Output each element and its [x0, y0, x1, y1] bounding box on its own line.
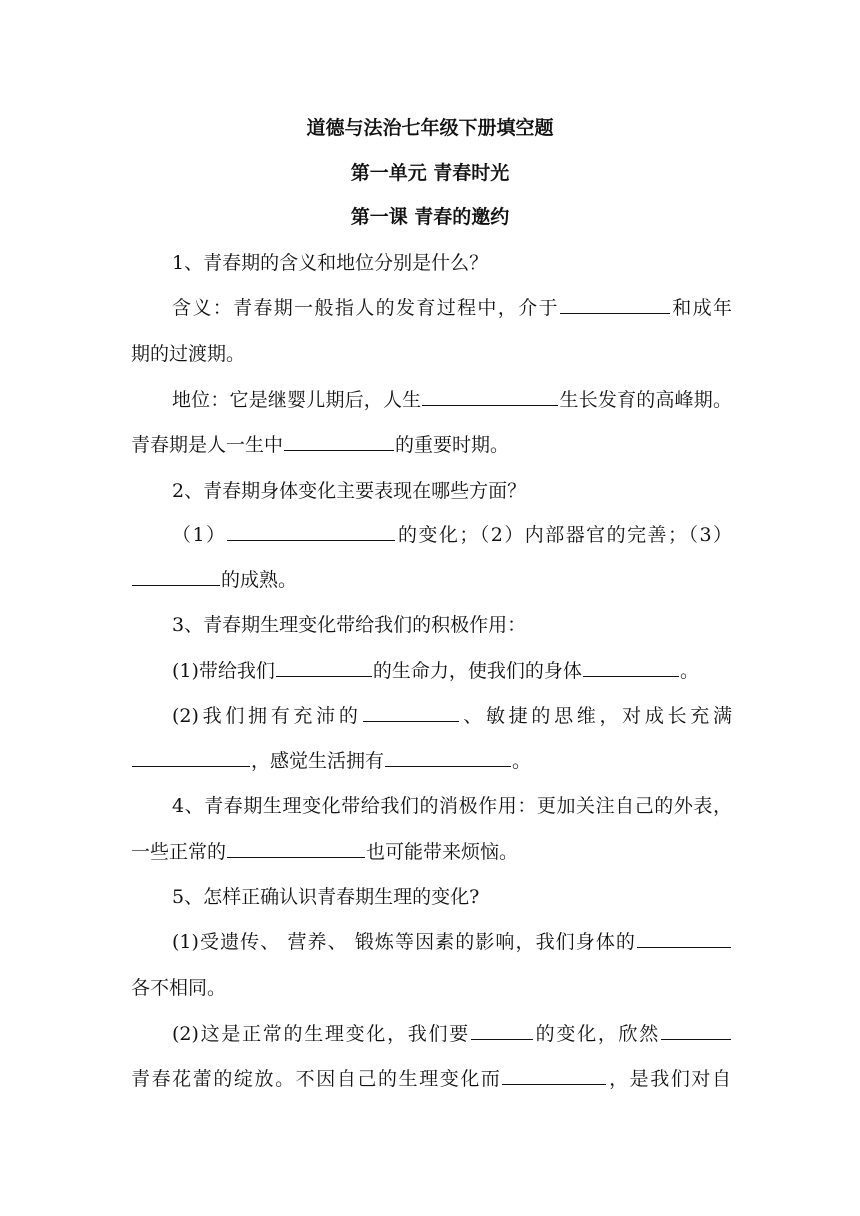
- answer-text: ，感觉生活拥有: [251, 750, 385, 772]
- answer-text: 。: [679, 660, 699, 682]
- fill-blank[interactable]: [637, 928, 731, 948]
- answer-text: 的变化；（2）内部器官的完善；（3）: [396, 524, 732, 546]
- answer-text: 青春期是人一生中: [131, 434, 284, 456]
- unit-heading: 第一单元 青春时光: [350, 162, 510, 184]
- answer-line: [131, 566, 731, 594]
- answer-line: 期的过渡期。: [131, 343, 246, 365]
- answer-line: [172, 294, 732, 322]
- answer-line: [131, 1065, 731, 1093]
- fill-blank[interactable]: [276, 657, 372, 677]
- fill-blank[interactable]: [363, 702, 459, 722]
- answer-text: 的生命力，使我们的身体: [372, 660, 582, 682]
- answer-text: 和成年: [670, 297, 732, 319]
- answer-text: 、敏捷的思维，对成长充满: [459, 705, 732, 727]
- answer-text: 含义：青春期一般指人的发育过程中，介于: [172, 297, 559, 319]
- fill-blank[interactable]: [227, 838, 365, 858]
- answer-line: [172, 928, 732, 956]
- answer-text: 一些正常的: [131, 841, 227, 863]
- answer-line: [172, 386, 732, 414]
- answer-line: [131, 838, 731, 866]
- fill-blank[interactable]: [661, 1020, 731, 1040]
- fill-blank[interactable]: [471, 1020, 533, 1040]
- question-1: 1、青春期的含义和地位分别是什么？: [172, 252, 489, 274]
- answer-line: [172, 1020, 732, 1048]
- answer-text: ，是我们对自: [607, 1068, 731, 1090]
- question-2: 2、青春期身体变化主要表现在哪些方面？: [172, 480, 527, 502]
- fill-blank[interactable]: [583, 657, 679, 677]
- fill-blank[interactable]: [227, 521, 395, 541]
- fill-blank[interactable]: [502, 1065, 606, 1085]
- fill-blank[interactable]: [422, 386, 558, 406]
- fill-blank[interactable]: [132, 747, 250, 767]
- question-3: 3、青春期生理变化带给我们的积极作用：: [172, 614, 527, 636]
- document-title: 道德与法治七年级下册填空题: [306, 117, 554, 139]
- question-4: 4、青春期生理变化带给我们的消极作用：更加关注自己的外表，: [172, 795, 732, 817]
- answer-text: (2)这是正常的生理变化，我们要: [172, 1023, 470, 1045]
- answer-line: [131, 431, 731, 459]
- answer-text: (2)我们拥有充沛的: [172, 705, 362, 727]
- answer-text: 生长发育的高峰期。: [559, 389, 732, 411]
- answer-text: 青春花蕾的绽放。不因自己的生理变化而: [131, 1068, 502, 1090]
- answer-text: 的变化，欣然: [533, 1023, 660, 1045]
- question-5: 5、怎样正确认识青春期生理的变化?: [172, 886, 480, 908]
- answer-line: 各不相同。: [131, 977, 227, 999]
- answer-text: （1）: [172, 524, 227, 546]
- answer-text: 地位：它是继婴儿期后，人生: [172, 389, 422, 411]
- answer-line: [131, 747, 731, 775]
- answer-text: 的重要时期。: [395, 434, 510, 456]
- fill-blank[interactable]: [385, 747, 511, 767]
- answer-line: [172, 702, 732, 730]
- answer-text: 。: [512, 750, 532, 772]
- answer-line: [172, 521, 732, 549]
- fill-blank[interactable]: [560, 294, 670, 314]
- answer-line: [172, 657, 732, 685]
- answer-text: (1)带给我们: [172, 660, 275, 682]
- fill-blank[interactable]: [132, 566, 220, 586]
- lesson-heading: 第一课 青春的邀约: [350, 206, 510, 228]
- answer-text: 也可能带来烦恼。: [366, 841, 519, 863]
- fill-blank[interactable]: [284, 431, 394, 451]
- answer-text: 的成熟。: [221, 569, 298, 591]
- answer-text: (1)受遗传、 营养、 锻炼等因素的影响，我们身体的: [172, 931, 636, 953]
